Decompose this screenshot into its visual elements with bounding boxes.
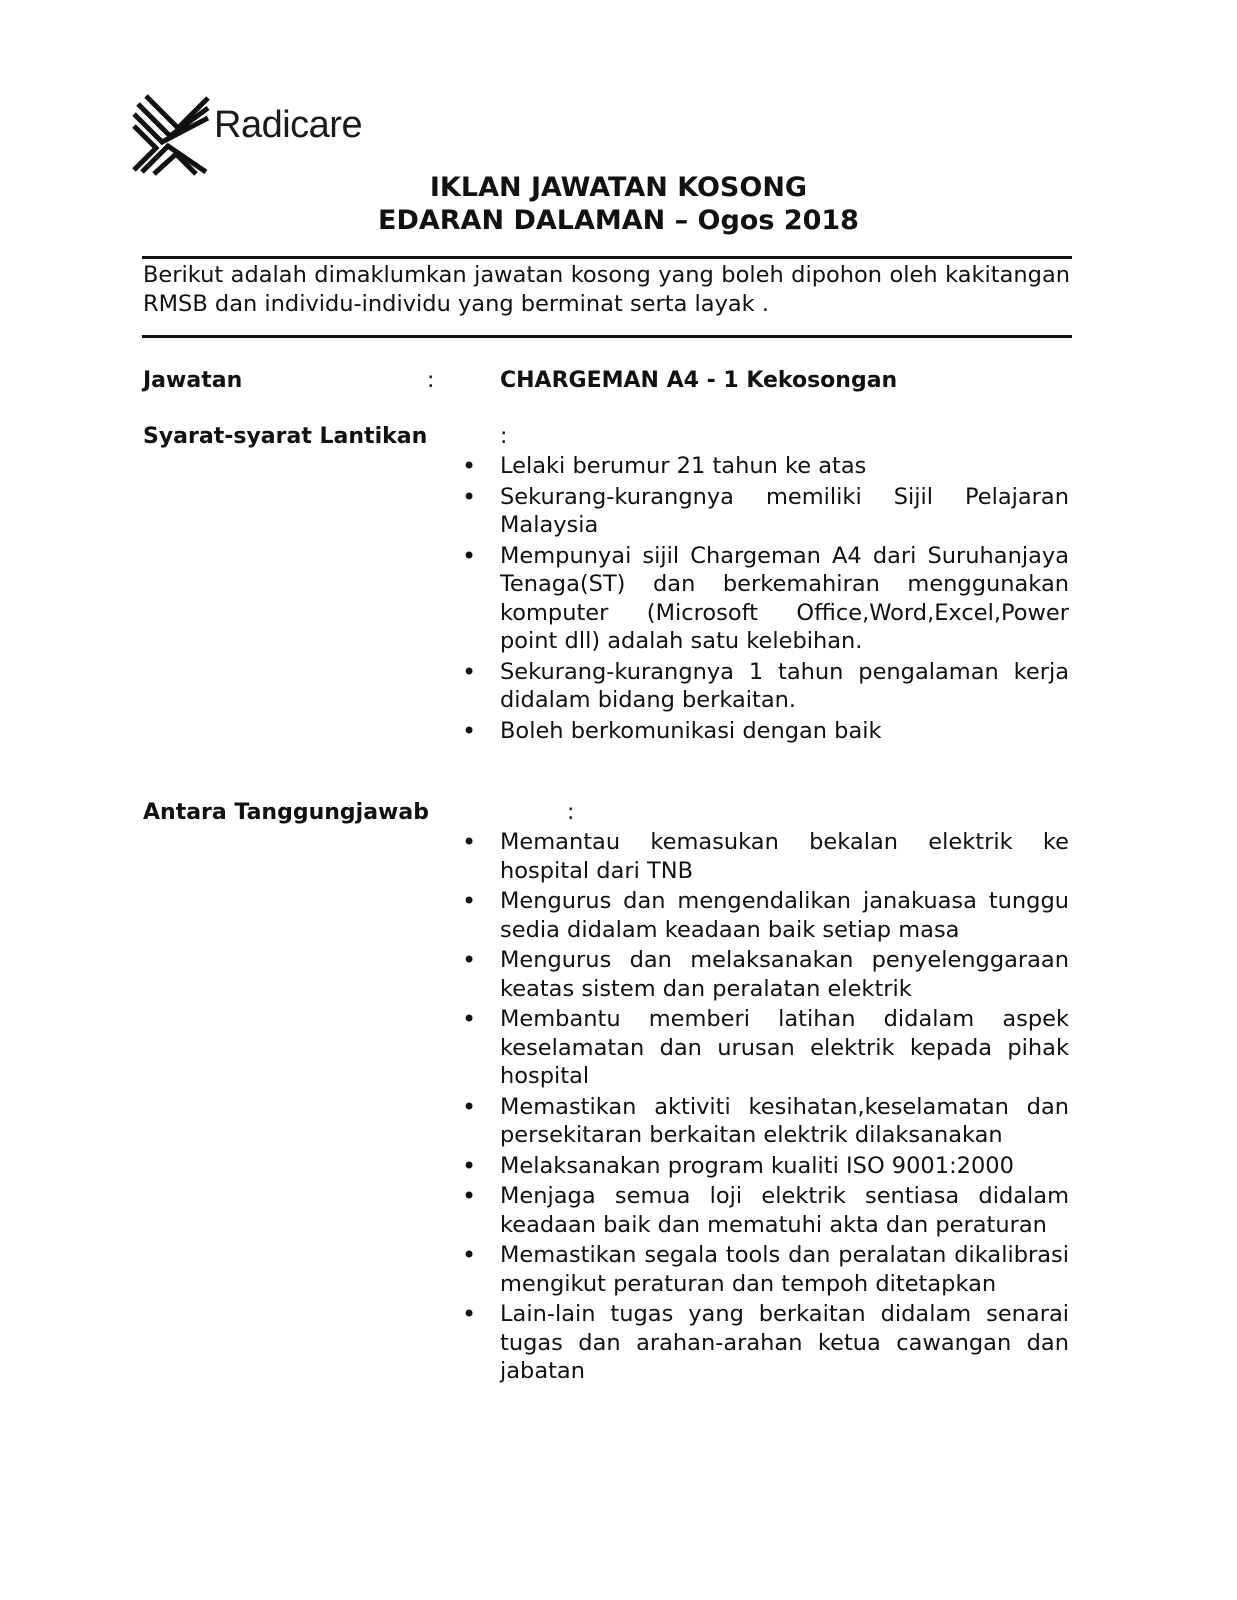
tanggungjawab-item: • Memantau kemasukan bekalan elektrik ke hospital dari TNB xyxy=(500,828,1069,885)
tanggungjawab-item: • Memastikan aktiviti kesihatan,keselamatan dan persekitaran berkaitan elektrik dilaksanakan xyxy=(500,1093,1069,1150)
tanggungjawab-item: • Mengurus dan melaksanakan penyelenggaraan keatas sistem dan peralatan elektrik xyxy=(500,946,1069,1003)
divider-bottom xyxy=(142,335,1072,338)
tanggungjawab-item: • Mengurus dan mengendalikan janakuasa tunggu sedia didalam keadaan baik setiap masa xyxy=(500,887,1069,944)
jawatan-label: Jawatan xyxy=(143,368,243,393)
syarat-item: • Mempunyai sijil Chargeman A4 dari Suruhanjaya Tenaga(ST) dan berkemahiran menggunakan komputer (Microsoft Office,Word,Excel,Power point dll) adalah satu kelebihan. xyxy=(500,542,1069,656)
tanggungjawab-list xyxy=(500,828,1069,1388)
radicare-logo-icon xyxy=(132,92,212,176)
jawatan-colon: : xyxy=(427,368,435,393)
page-subtitle: EDARAN DALAMAN – Ogos 2018 xyxy=(378,205,859,236)
logo-wordmark: Radicare xyxy=(214,104,363,146)
syarat-label: Syarat-syarat Lantikan xyxy=(143,424,428,449)
syarat-item: • Lelaki berumur 21 tahun ke atas xyxy=(500,452,1069,481)
tanggungjawab-item: • Melaksanakan program kualiti ISO 9001:2000 xyxy=(500,1152,1069,1181)
jawatan-value: CHARGEMAN A4 - 1 Kekosongan xyxy=(500,368,898,393)
syarat-item: • Sekurang-kurangnya 1 tahun pengalaman kerja didalam bidang berkaitan. xyxy=(500,658,1069,715)
intro-paragraph: Berikut adalah dimaklumkan jawatan kosong yang boleh dipohon oleh kakitangan RMSB dan individu-individu yang berminat serta layak . xyxy=(143,262,1070,317)
divider-top xyxy=(142,256,1072,259)
syarat-item: • Sekurang-kurangnya memiliki Sijil Pelajaran Malaysia xyxy=(500,483,1069,540)
company-logo xyxy=(132,92,372,176)
tanggungjawab-item: • Menjaga semua loji elektrik sentiasa didalam keadaan baik dan mematuhi akta dan peraturan xyxy=(500,1182,1069,1239)
tanggungjawab-label: Antara Tanggungjawab xyxy=(143,800,429,825)
page-title: IKLAN JAWATAN KOSONG xyxy=(429,172,808,203)
tanggungjawab-colon: : xyxy=(567,800,575,825)
syarat-list xyxy=(500,452,1069,747)
tanggungjawab-item: • Lain-lain tugas yang berkaitan didalam senarai tugas dan arahan-arahan ketua cawangan dan jabatan xyxy=(500,1300,1069,1386)
syarat-colon: : xyxy=(500,424,508,449)
tanggungjawab-item: • Membantu memberi latihan didalam aspek keselamatan dan urusan elektrik kepada pihak hospital xyxy=(500,1005,1069,1091)
syarat-item: • Boleh berkomunikasi dengan baik xyxy=(500,717,1069,746)
tanggungjawab-item: • Memastikan segala tools dan peralatan dikalibrasi mengikut peraturan dan tempoh ditetapkan xyxy=(500,1241,1069,1298)
